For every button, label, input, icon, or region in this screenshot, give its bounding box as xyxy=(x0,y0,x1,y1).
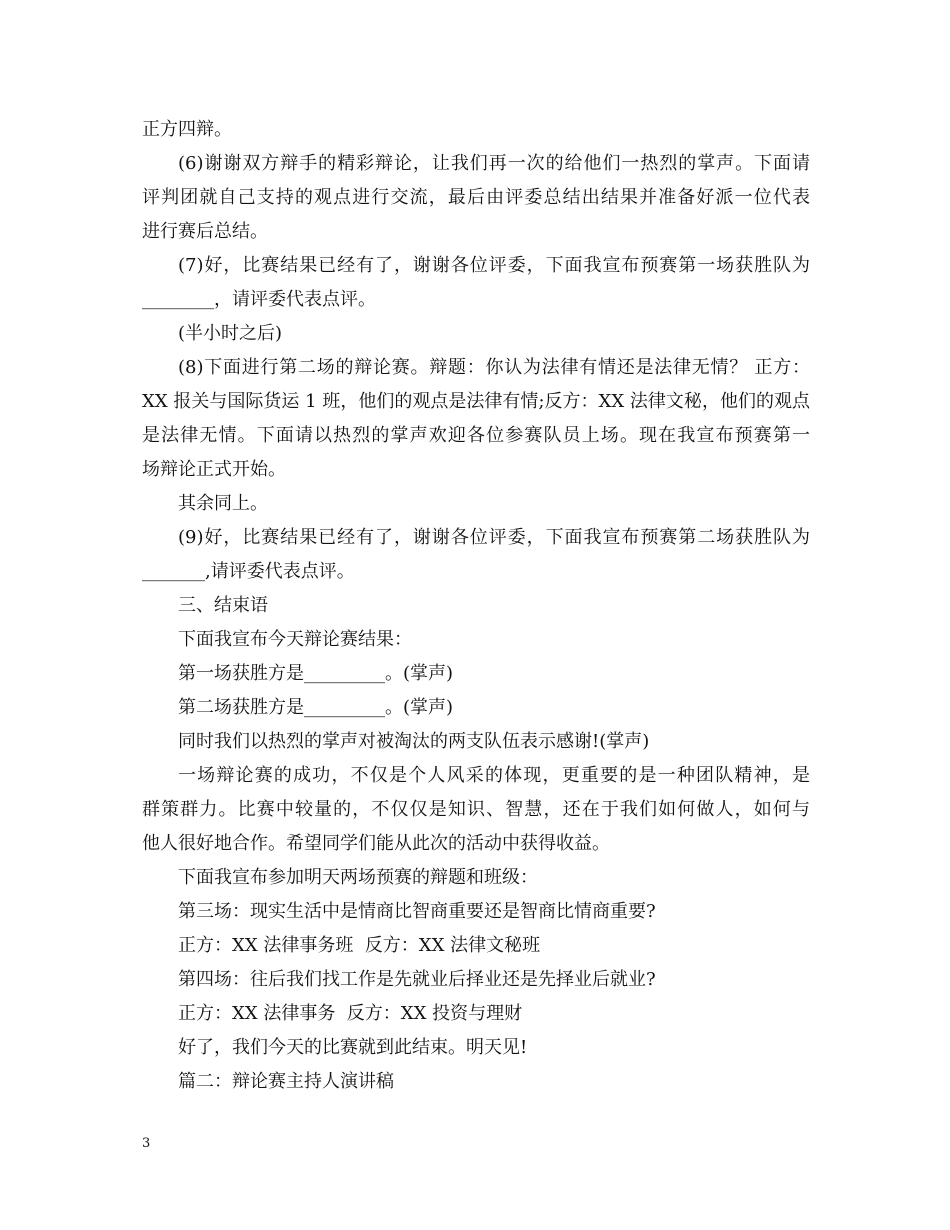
text-line: 正方：XX 法律事务 反方：XX 投资与理财 xyxy=(178,1003,523,1024)
text-line: 进行赛后总结。 xyxy=(142,221,268,242)
text-line: 篇二：辩论赛主持人演讲稿 xyxy=(178,1071,394,1092)
text-line: 第二场获胜方是_________。(掌声) xyxy=(178,697,454,718)
text-line: 好了，我们今天的比赛就到此结束。明天见! xyxy=(178,1037,528,1058)
text-line: 三、结束语 xyxy=(178,595,268,616)
text-line: 第四场：往后我们找工作是先就业后择业还是先择业后就业? xyxy=(178,969,656,990)
text-line: 是法律无情。下面请以热烈的掌声欢迎各位参赛队员上场。现在我宣布预赛第一 xyxy=(142,425,810,446)
text-line: 第一场获胜方是_________。(掌声) xyxy=(178,663,454,684)
text-line: (7)好，比赛结果已经有了，谢谢各位评委，下面我宣布预赛第一场获胜队为 xyxy=(178,255,810,276)
text-line: 群策群力。比赛中较量的，不仅仅是知识、智慧，还在于我们如何做人，如何与 xyxy=(142,799,810,820)
text-line: 同时我们以热烈的掌声对被淘汰的两支队伍表示感谢!(掌声) xyxy=(178,731,650,752)
text-line: 他人很好地合作。希望同学们能从此次的活动中获得收益。 xyxy=(142,833,610,854)
document-body xyxy=(142,113,810,1099)
text-line: 正方四辩。 xyxy=(142,119,232,140)
text-line: 场辩论正式开始。 xyxy=(142,459,286,480)
text-line: 一场辩论赛的成功，不仅是个人风采的体现，更重要的是一种团队精神，是 xyxy=(178,765,810,786)
text-line: 下面我宣布参加明天两场预赛的辩题和班级： xyxy=(178,867,538,888)
text-line: (8)下面进行第二场的辩论赛。辩题：你认为法律有情还是法律无情？ 正方： xyxy=(178,357,810,378)
text-line: 下面我宣布今天辩论赛结果： xyxy=(178,629,412,650)
text-line: ________，请评委代表点评。 xyxy=(142,289,376,310)
text-line: _______,请评委代表点评。 xyxy=(142,561,355,582)
text-line: (9)好，比赛结果已经有了，谢谢各位评委，下面我宣布预赛第二场获胜队为 xyxy=(178,527,810,548)
text-line: 其余同上。 xyxy=(178,493,268,514)
text-line: XX 报关与国际货运 1 班，他们的观点是法律有情;反方：XX 法律文秘，他们的观点 xyxy=(142,391,810,412)
text-line: (6)谢谢双方辩手的精彩辩论，让我们再一次的给他们一热烈的掌声。下面请 xyxy=(178,153,810,174)
text-line: 正方：XX 法律事务班 反方：XX 法律文秘班 xyxy=(178,935,541,956)
text-line: 第三场：现实生活中是情商比智商重要还是智商比情商重要? xyxy=(178,901,656,922)
text-line: (半小时之后) xyxy=(178,323,283,344)
text-line: 评判团就自己支持的观点进行交流，最后由评委总结出结果并准备好派一位代表 xyxy=(142,187,810,208)
page-number: 3 xyxy=(142,1136,151,1151)
